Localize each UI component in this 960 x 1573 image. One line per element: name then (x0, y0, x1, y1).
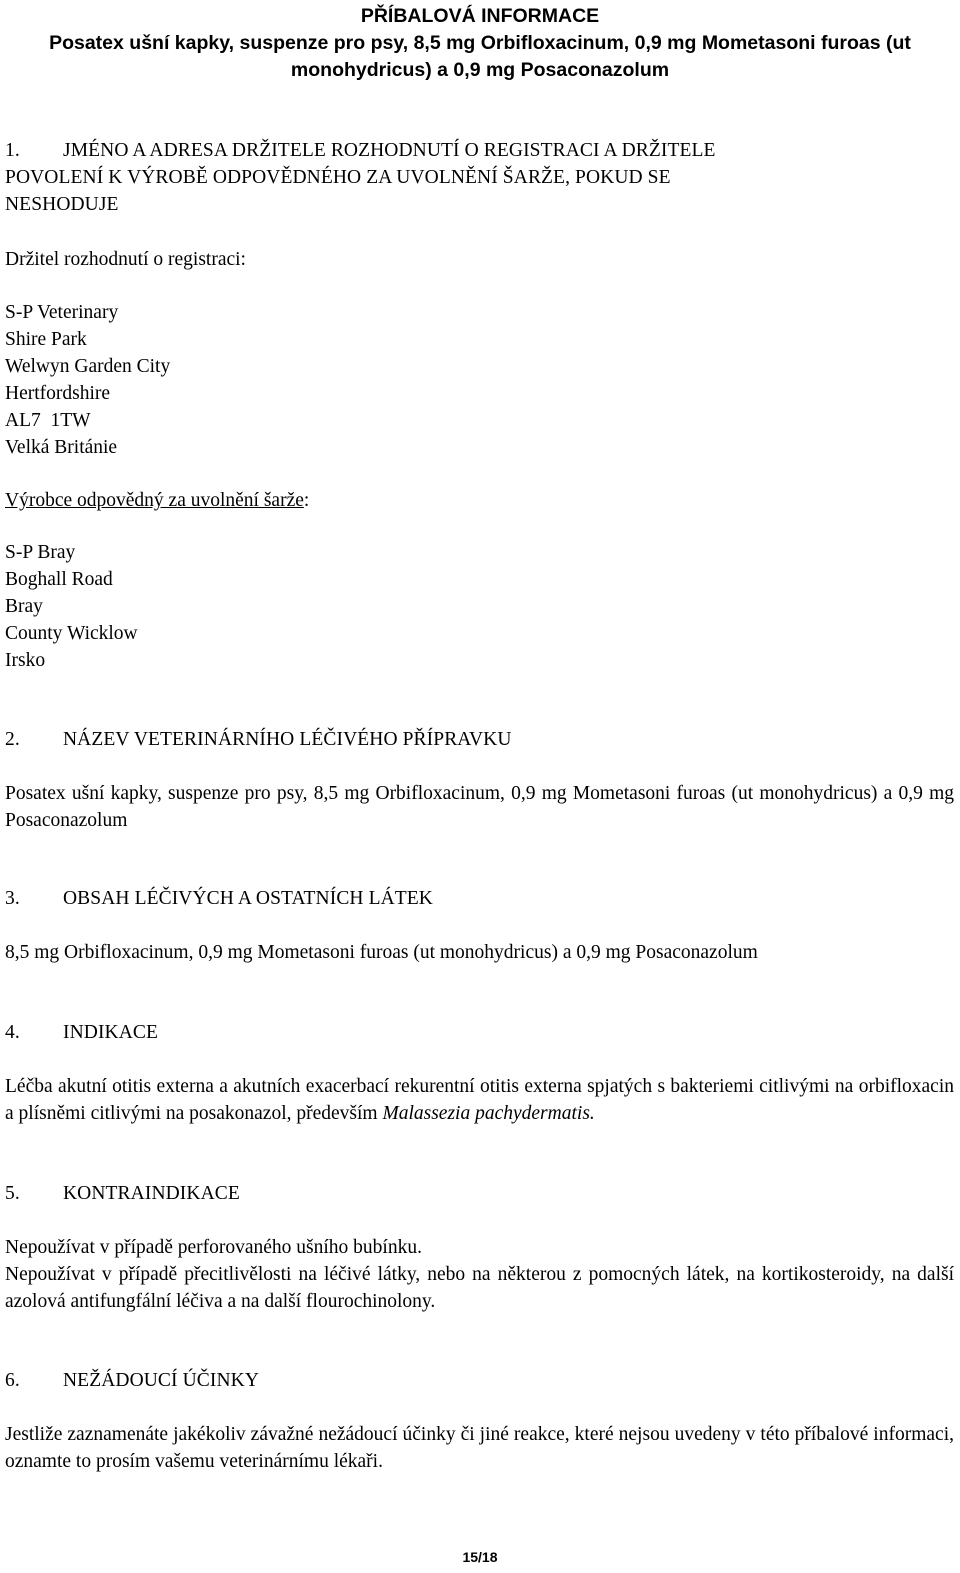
section-3-title: OBSAH LÉČIVÝCH A OSTATNÍCH LÁTEK (63, 888, 433, 909)
section-1-number: 1. (5, 140, 20, 161)
section-2-number: 2. (5, 729, 20, 750)
manufacturer-address-line: Bray (5, 596, 43, 617)
section-4-number: 4. (5, 1022, 20, 1043)
section-4-text (5, 1073, 954, 1127)
holder-address-line: Hertfordshire (5, 383, 111, 404)
holder-address-line: Welwyn Garden City (5, 356, 171, 377)
section-1-title-line-2: POVOLENÍ K VÝROBĚ ODPOVĚDNÉHO ZA UVOLNĚNÍ ŠARŽE, POKUD SE (5, 167, 671, 188)
section-1-title-line-1: JMÉNO A ADRESA DRŽITELE ROZHODNUTÍ O REGISTRACI A DRŽITELE (63, 140, 716, 161)
product-line-1: Posatex ušní kapky, suspenze pro psy, 8,5 mg Orbifloxacinum, 0,9 mg Mometasoni furoas (ut (49, 32, 911, 54)
section-5-text-1: Nepoužívat v případě perforovaného ušního bubínku. (5, 1237, 422, 1258)
manufacturer-address-line: S-P Bray (5, 542, 76, 563)
section-5-title: KONTRAINDIKACE (63, 1183, 240, 1204)
section-1-heading (5, 137, 954, 218)
section-4-organism: Malassezia pachydermatis (382, 1103, 590, 1124)
section-3-heading (5, 885, 954, 912)
document-title (0, 3, 960, 84)
section-2-title: NÁZEV VETERINÁRNÍHO LÉČIVÉHO PŘÍPRAVKU (63, 729, 512, 750)
holder-address-line: Shire Park (5, 329, 87, 350)
section-1-title-line-3: NESHODUJE (5, 194, 119, 215)
product-line-2: monohydricus) a 0,9 mg Posaconazolum (290, 59, 670, 81)
holder-address (5, 299, 954, 461)
section-5-number: 5. (5, 1183, 20, 1204)
manufacturer-label-text: Výrobce odpovědný za uvolnění šarže (5, 490, 304, 511)
manufacturer-address-line: County Wicklow (5, 623, 138, 644)
title-text: PŘÍBALOVÁ INFORMACE (360, 5, 600, 27)
section-3-number: 3. (5, 888, 20, 909)
section-4-heading (5, 1019, 954, 1046)
section-2-text: Posatex ušní kapky, suspenze pro psy, 8,5 mg Orbifloxacinum, 0,9 mg Mometasoni furoas (ut monohydricus) a 0,9 mg Posaconazolum (5, 783, 954, 831)
section-4-title: INDIKACE (63, 1022, 159, 1043)
manufacturer-label-colon: : (303, 490, 310, 511)
holder-address-line: S-P Veterinary (5, 302, 119, 323)
section-3-text: 8,5 mg Orbifloxacinum, 0,9 mg Mometasoni furoas (ut monohydricus) a 0,9 mg Posaconazolum (5, 942, 758, 963)
section-6-title: NEŽÁDOUCÍ ÚČINKY (63, 1370, 260, 1391)
section-6-text: Jestliže zaznamenáte jakékoliv závažné nežádoucí účinky či jiné reakce, které nejsou uvedeny v této příbalové informaci, oznamte to prosím vašemu veterinárnímu lékaři. (5, 1424, 954, 1472)
page-number: 15/18 (462, 1549, 498, 1565)
section-5-text-2: Nepoužívat v případě přecitlivělosti na léčivé látky, nebo na některou z pomocných látek, na kortikosteroidy, na další azolová antifungfální léčiva a na další flourochinolony. (5, 1264, 954, 1312)
holder-address-line: Velká Británie (5, 437, 118, 458)
manufacturer-label (5, 487, 954, 514)
section-2-heading (5, 726, 954, 753)
section-6-number: 6. (5, 1370, 20, 1391)
manufacturer-address-line: Boghall Road (5, 569, 113, 590)
section-4-period: . (589, 1103, 595, 1124)
section-6-heading (5, 1367, 954, 1394)
holder-label: Držitel rozhodnutí o registraci: (5, 249, 246, 270)
holder-address-line: AL7 1TW (5, 410, 91, 431)
manufacturer-address-line: Irsko (5, 650, 46, 671)
section-5-heading (5, 1180, 954, 1207)
section-4-text-main: Léčba akutní otitis externa a akutních exacerbací rekurentní otitis externa spjatých s bakteriemi citlivými na orbifloxacin a plísněmi citlivými na posakonazol, především (5, 1076, 954, 1124)
manufacturer-address (5, 539, 954, 674)
